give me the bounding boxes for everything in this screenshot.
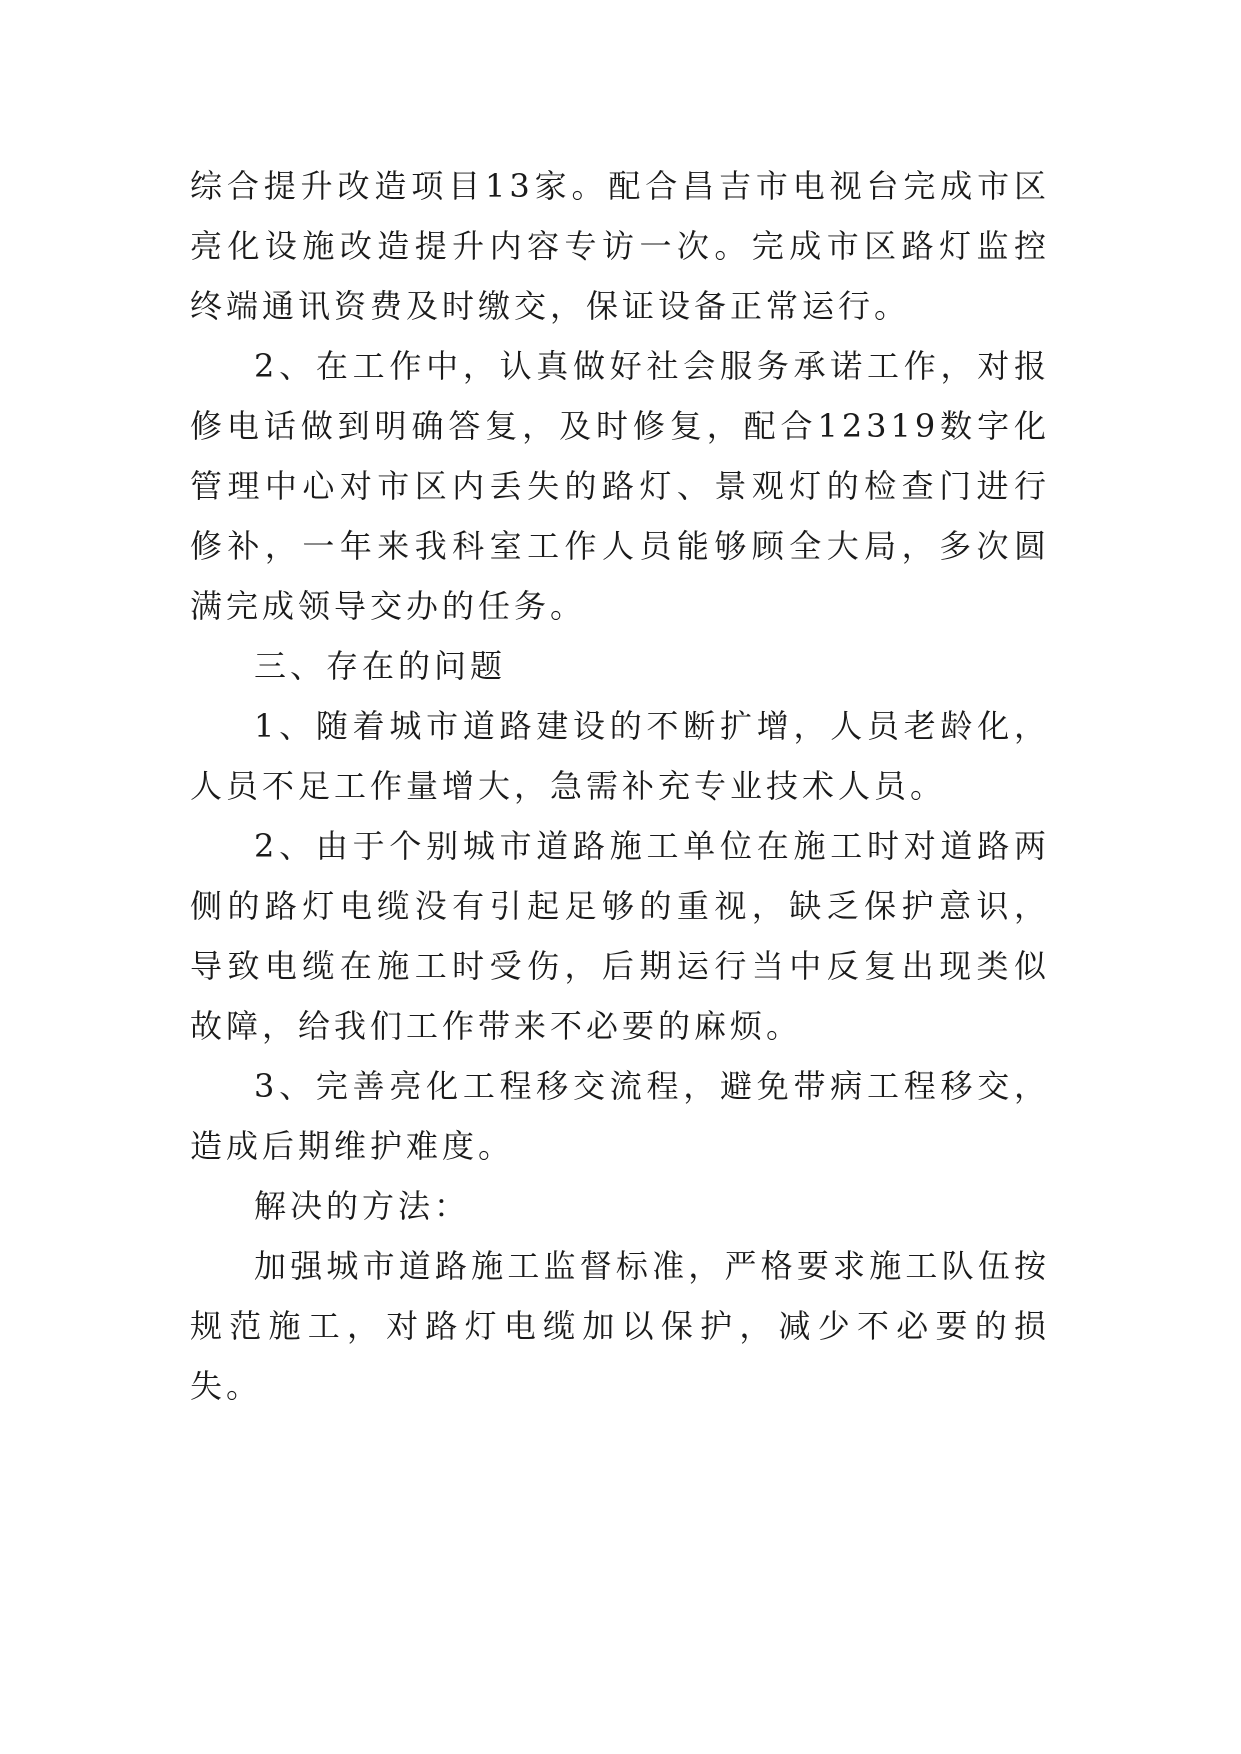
paragraph-solution: 加强城市道路施工监督标准，严格要求施工队伍按规范施工，对路灯电缆加以保护，减少不必要的损失。 (190, 1247, 1050, 1405)
paragraph-problem-1: 1、随着城市道路建设的不断扩增，人员老龄化，人员不足工作量增大，急需补充专业技术人员。 (190, 707, 1050, 805)
paragraph-problem-2: 2、由于个别城市道路施工单位在施工时对道路两侧的路灯电缆没有引起足够的重视，缺乏保护意识，导致电缆在施工时受伤，后期运行当中反复出现类似故障，给我们工作带来不必要的麻烦。 (190, 827, 1050, 1045)
paragraph-continuation: 综合提升改造项目13家。配合昌吉市电视台完成市区亮化设施改造提升内容专访一次。完成市区路灯监控终端通讯资费及时缴交，保证设备正常运行。 (190, 167, 1050, 325)
paragraph-problem-3: 3、完善亮化工程移交流程，避免带病工程移交，造成后期维护难度。 (190, 1067, 1050, 1165)
paragraph-item-2-service: 2、在工作中，认真做好社会服务承诺工作，对报修电话做到明确答复，及时修复，配合12319数字化管理中心对市区内丢失的路灯、景观灯的检查门进行修补，一年来我科室工作人员能够顾全大局，多次圆满完成领导交办的任务。 (190, 347, 1050, 625)
document-body (190, 156, 1050, 1416)
section-heading-solution: 解决的方法： (254, 1187, 471, 1225)
section-heading-problems: 三、存在的问题 (254, 647, 507, 685)
